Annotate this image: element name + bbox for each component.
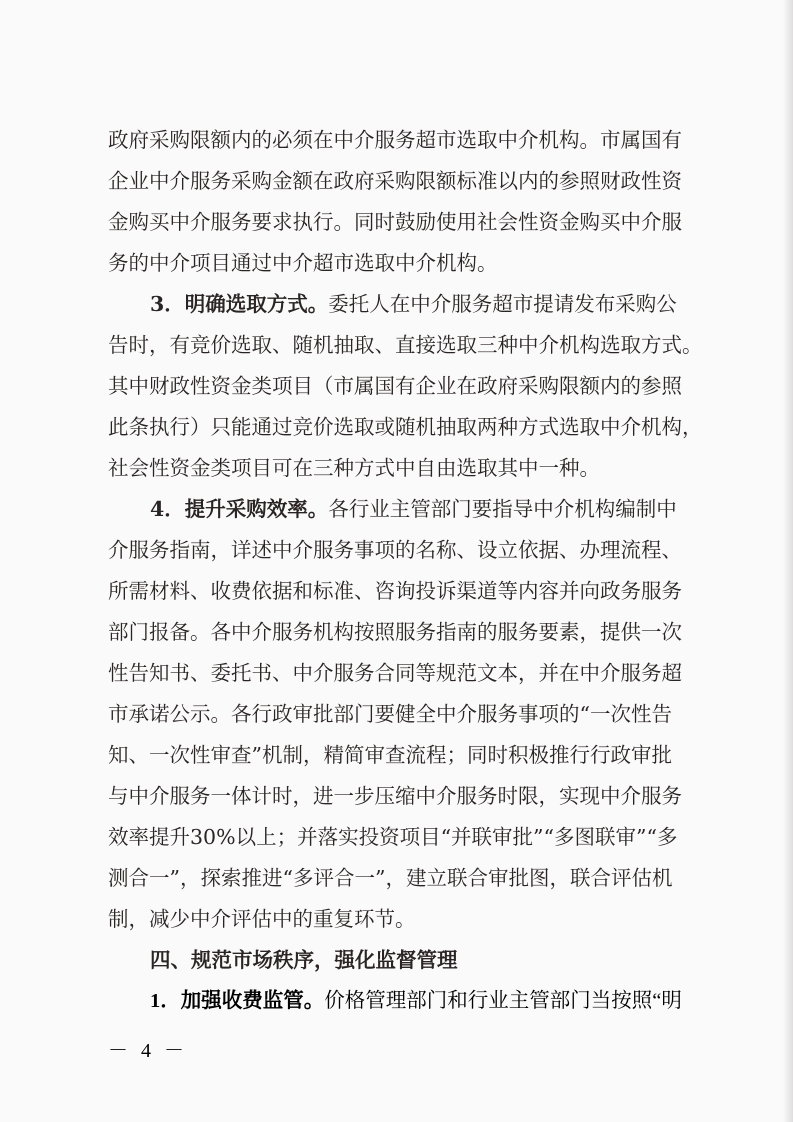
text-line: 效率提升30%以上；并落实投资项目“并联审批”“多图联审”“多	[108, 825, 678, 849]
text-line: 性告知书、委托书、中介服务合同等规范文本，并在中介服务超	[108, 661, 682, 685]
text-line: 社会性资金类项目可在三种方式中自由选取其中一种。	[108, 456, 600, 480]
section-lead: 3．明确选取方式。	[150, 292, 329, 316]
text-line: 测合一”，探索推进“多评合一”，建立联合审批图，联合评估机	[108, 866, 673, 890]
paragraph-4-start: 4．提升采购效率。各行业主管部门要指导中介机构编制中	[150, 497, 677, 521]
text-line: 金购买中介服务要求执行。同时鼓励使用社会性资金购买中介服	[108, 210, 682, 234]
text-line: 务的中介项目通过中介超市选取中介机构。	[108, 251, 498, 275]
paragraph-next-start: 1．加强收费监管。价格管理部门和行业主管部门当按照“明	[150, 990, 682, 1012]
text-line: 企业中介服务采购金额在政府采购限额标准以内的参照财政性资	[108, 169, 682, 193]
text-line: 知、一次性审查”机制，精简审查流程；同时积极推行行政审批	[108, 743, 672, 767]
page-edge-shadow	[783, 0, 793, 1122]
text-line: 市承诺公示。各行政审批部门要健全中介服务事项的“一次性告	[108, 702, 672, 726]
paragraph-3-start: 3．明确选取方式。委托人在中介服务超市提请发布采购公	[150, 292, 677, 316]
section-lead: 1．加强收费监管。	[150, 990, 325, 1012]
text-line: 其中财政性资金类项目（市属国有企业在政府采购限额内的参照	[108, 374, 682, 398]
text-line: 介服务指南，详述中介服务事项的名称、设立依据、办理流程、	[108, 538, 682, 562]
section-lead: 4．提升采购效率。	[150, 497, 329, 521]
text-line: 告时，有竞价选取、随机抽取、直接选取三种中介机构选取方式。	[108, 333, 702, 357]
text-line: 与中介服务一体计时，进一步压缩中介服务时限，实现中介服务	[108, 784, 682, 808]
text-line: 所需材料、收费依据和标准、咨询投诉渠道等内容并向政务服务	[108, 579, 682, 603]
text-line: 制，减少中介评估中的重复环节。	[108, 907, 416, 931]
text-line: 政府采购限额内的必须在中介服务超市选取中介机构。市属国有	[108, 128, 682, 152]
text-line: 此条执行）只能通过竞价选取或随机抽取两种方式选取中介机构，	[108, 415, 702, 439]
page-number: － 4 －	[108, 1040, 188, 1062]
text-line: 部门报备。各中介服务机构按照服务指南的服务要素，提供一次	[108, 620, 682, 644]
section-heading: 四、规范市场秩序，强化监督管理	[150, 948, 458, 972]
